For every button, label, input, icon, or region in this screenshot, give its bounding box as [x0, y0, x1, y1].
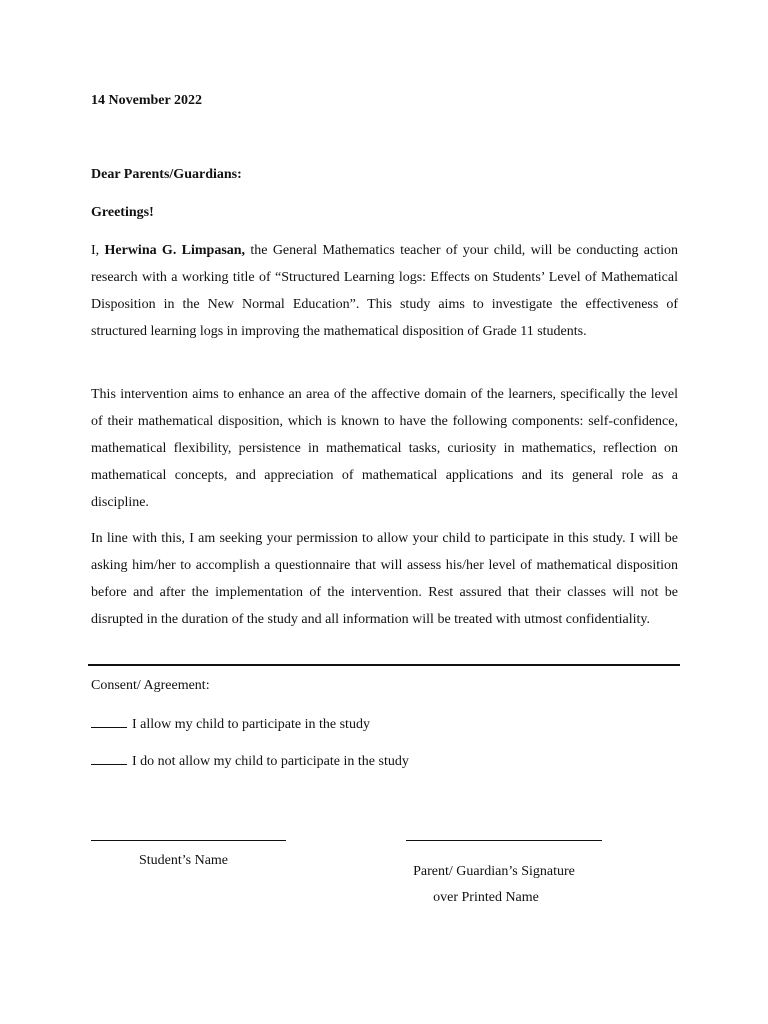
- consent-option-disallow: [91, 752, 409, 770]
- disallow-option-label: I do not allow my child to participate in the study: [132, 754, 409, 769]
- printed-name-label: over Printed Name: [433, 890, 539, 905]
- paragraph-introduction: [91, 237, 678, 345]
- disallow-checkmark-blank[interactable]: [91, 752, 127, 765]
- paragraph-intervention: This intervention aims to enhance an area of the affective domain of the learners, specifically the level of their mathematical disposition, which is known to have the following components: self-confidence, mathematical flexibility, persistence in mathematical tasks, curiosity in mathematics, reflection on mathematical concepts, and appreciation of mathematical applications and its general role as a discipline.: [91, 387, 678, 510]
- allow-option-label: I allow my child to participate in the study: [132, 717, 370, 732]
- paragraph-permission: In line with this, I am seeking your permission to allow your child to participate in this study. I will be asking him/her to accomplish a questionnaire that will assess his/her level of mathematical disposition before and after the implementation of the intervention. Rest assured that their classes will not be disrupted in the duration of the study and all information will be treated with utmost confidentiality.: [91, 531, 678, 627]
- letter-date: 14 November 2022: [91, 93, 202, 108]
- student-name-line[interactable]: [91, 840, 286, 841]
- teacher-name: Herwina G. Limpasan,: [104, 243, 246, 258]
- salutation: Dear Parents/Guardians:: [91, 167, 242, 182]
- parent-signature-line[interactable]: [406, 840, 602, 841]
- greeting: Greetings!: [91, 205, 154, 220]
- consent-option-allow: [91, 715, 370, 733]
- consent-title: Consent/ Agreement:: [91, 678, 210, 693]
- intro-body: the General Mathematics teacher of your child, will be conducting action research with a working title of “Structured Learning logs: Effects on Students’ Level of Mathematical Disposition in the New Normal Education”. This study aims to investigate the effectiveness of structured learning logs in improving the mathematical disposition of Grade 11 students.: [91, 243, 678, 339]
- parent-signature-label: Parent/ Guardian’s Signature: [413, 864, 575, 879]
- student-name-label: Student’s Name: [138, 853, 229, 868]
- allow-checkmark-blank[interactable]: [91, 715, 127, 728]
- intro-prefix: I,: [91, 243, 105, 258]
- section-divider: [88, 664, 680, 666]
